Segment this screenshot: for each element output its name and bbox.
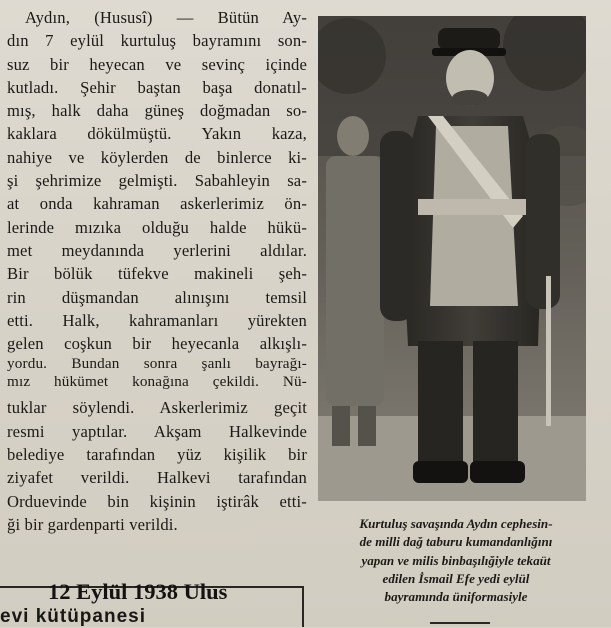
article-line: rin düşmandan alınışını temsil bbox=[7, 287, 307, 307]
article-line: Bir bölük tüfekve makineli şeh- bbox=[7, 264, 307, 284]
article-line: kutladı. Şehir baştan başa donatıl- bbox=[7, 77, 307, 97]
caption-rule bbox=[430, 622, 490, 624]
article-line: at onda kahraman askerlerimiz ön- bbox=[7, 194, 307, 214]
article-line: dın 7 eylül kurtuluş bayramını son- bbox=[7, 31, 307, 51]
article-line: lerinde mızıka olduğu halde hükü- bbox=[7, 217, 307, 237]
article-line: şi şehrimize gelmişti. Sabahleyin sa- bbox=[7, 171, 307, 191]
article-line: ziyafet verildi. Halkevi tarafından bbox=[7, 468, 307, 488]
article-line: suz bir heyecan ve sevinç içinde bbox=[7, 54, 307, 74]
article-line: Orduevinde bin kişinin iştirâk etti- bbox=[7, 491, 307, 511]
article-line: ği bir gardenparti verildi. bbox=[7, 514, 178, 534]
caption-line: yapan ve milis binbaşılığiyle tekaüt bbox=[361, 552, 551, 568]
article-line: met meydanında yerlerini aldılar. bbox=[7, 240, 307, 260]
masthead-fragment: evi kütüpanesi bbox=[0, 606, 146, 627]
divider-rule-vertical bbox=[302, 586, 304, 627]
article-line: resmi yaptılar. Akşam Halkevinde bbox=[7, 421, 307, 441]
article-line: Aydın, (Hususî) — Bütün Ay- bbox=[25, 8, 307, 27]
article-line: belediye tarafından yüz kişilik bir bbox=[7, 445, 307, 465]
portrait-photo-drawing bbox=[318, 16, 586, 501]
article-line: tuklar söylendi. Askerlerimiz geçit bbox=[7, 398, 307, 418]
article-line: kaklara dökülmüştü. Yakın kaza, bbox=[7, 124, 307, 144]
article-line: etti. Halk, kahramanları yürekten bbox=[7, 310, 307, 330]
article-line: gelen coşkun bir heyecanla alkışlı- bbox=[7, 334, 307, 354]
article-line: nahiye ve köylerden de binlerce ki- bbox=[7, 147, 307, 167]
caption-line: bayramında üniformasiyle bbox=[384, 589, 528, 605]
article-line: yordu. Bundan sonra şanlı bayrağı- bbox=[7, 355, 307, 373]
article-line: mız hükümet konağına çekildi. Nü- bbox=[7, 373, 307, 391]
date-stamp: 12 Eylül 1938 Ulus bbox=[48, 579, 228, 604]
article-line: mış, halk daha güneş doğmadan so- bbox=[7, 101, 307, 121]
caption-line: edilen İsmail Efe yedi eylül bbox=[382, 570, 530, 586]
portrait-photo bbox=[318, 16, 586, 501]
article-body bbox=[7, 6, 307, 536]
photo-caption bbox=[308, 515, 604, 606]
caption-line: Kurtuluş savaşında Aydın cephesin- bbox=[359, 516, 553, 531]
caption-line: de milli dağ taburu kumandanlığını bbox=[359, 534, 553, 550]
